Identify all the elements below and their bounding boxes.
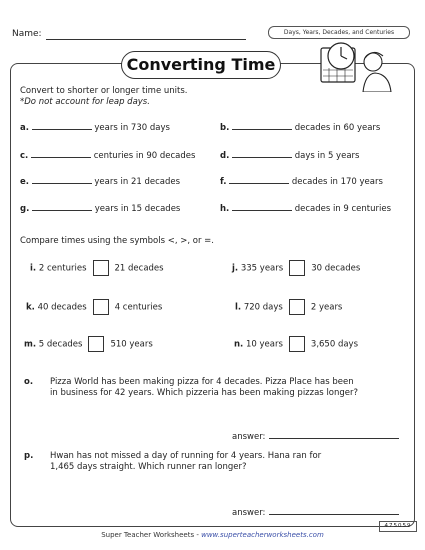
answer-blank[interactable]: [32, 121, 92, 130]
compare-right: 30 decades: [311, 263, 361, 274]
compare-symbol-box[interactable]: [289, 336, 305, 352]
answer-row-o: [232, 430, 399, 442]
convert-item-b: [220, 121, 380, 133]
item-text: centuries in 90 decades: [93, 151, 196, 161]
item-label: h.: [220, 204, 230, 214]
part1-instruction: Convert to shorter or longer time units.: [20, 86, 188, 96]
topic-tag: Days, Years, Decades, and Centuries: [268, 26, 410, 39]
item-text: decades in 170 years: [291, 177, 383, 187]
footer-brand: Super Teacher Worksheets: [101, 531, 195, 539]
item-text: decades in 9 centuries: [294, 204, 392, 214]
calendar-clock-illustration: [315, 40, 410, 92]
answer-row-p: [232, 506, 399, 518]
footer-separator: -: [194, 531, 202, 539]
convert-item-f: [220, 175, 383, 187]
item-label: k.: [26, 302, 35, 313]
convert-item-g: [20, 202, 180, 214]
item-label: f.: [220, 177, 227, 187]
item-label: a.: [20, 123, 29, 133]
item-text: years in 15 decades: [94, 204, 181, 214]
answer-line[interactable]: [269, 430, 399, 439]
convert-item-c: [20, 149, 195, 161]
problem-label-p: p.: [24, 451, 34, 461]
problem-line: Pizza World has been making pizza for 4 decades. Pizza Place has been: [50, 377, 354, 387]
problem-text-o: [50, 377, 358, 399]
compare-symbol-box[interactable]: [93, 260, 109, 276]
answer-blank[interactable]: [31, 149, 91, 158]
compare-symbol-box[interactable]: [289, 299, 305, 315]
item-label: n.: [234, 339, 244, 350]
compare-symbol-box[interactable]: [93, 299, 109, 315]
item-label: g.: [20, 204, 30, 214]
compare-right: 510 years: [110, 339, 153, 350]
compare-item-k: [26, 299, 162, 316]
compare-left: 10 years: [245, 339, 283, 350]
answer-blank[interactable]: [32, 202, 92, 211]
compare-item-l: [235, 299, 342, 316]
item-text: decades in 60 years: [294, 123, 381, 133]
answer-blank[interactable]: [32, 175, 92, 184]
item-label: d.: [220, 151, 230, 161]
item-label: l.: [235, 302, 242, 313]
compare-right: 3,650 days: [310, 339, 359, 350]
answer-blank[interactable]: [229, 175, 289, 184]
item-label: e.: [20, 177, 29, 187]
item-label: j.: [232, 263, 239, 274]
compare-left: 5 decades: [38, 339, 83, 350]
compare-right: 4 centuries: [114, 302, 163, 313]
convert-item-h: [220, 202, 391, 214]
compare-left: 720 days: [243, 302, 283, 313]
page-title: Converting Time: [121, 51, 281, 79]
problem-line: Hwan has not missed a day of running for 4 years. Hana ran for: [50, 451, 322, 461]
part2-instruction: Compare times using the symbols <, >, or =.: [20, 236, 215, 246]
compare-item-n: [234, 336, 358, 353]
compare-left: 40 decades: [37, 302, 87, 313]
convert-item-a: [20, 121, 170, 133]
compare-left: 2 centuries: [38, 263, 87, 274]
compare-left: 335 years: [240, 263, 284, 274]
answer-label: answer:: [232, 508, 266, 518]
footer-url[interactable]: www.superteacherworksheets.com: [201, 531, 324, 539]
item-label: b.: [220, 123, 230, 133]
compare-symbol-box[interactable]: [88, 336, 104, 352]
name-label: Name:: [12, 29, 42, 39]
compare-right: 21 decades: [114, 263, 164, 274]
problem-line: in business for 42 years. Which pizzeria has been making pizzas longer?: [50, 388, 359, 398]
problem-label-o: o.: [24, 377, 34, 387]
compare-right: 2 years: [310, 302, 343, 313]
name-field[interactable]: [46, 39, 246, 40]
worksheet-code: 475059: [379, 521, 417, 532]
answer-blank[interactable]: [232, 149, 292, 158]
item-label: m.: [24, 339, 37, 350]
item-label: i.: [30, 263, 37, 274]
item-text: years in 21 decades: [94, 177, 181, 187]
answer-label: answer:: [232, 432, 266, 442]
compare-symbol-box[interactable]: [289, 260, 305, 276]
compare-item-m: [24, 336, 153, 353]
leap-day-note: *Do not account for leap days.: [20, 97, 150, 107]
convert-item-e: [20, 175, 180, 187]
item-label: c.: [20, 151, 29, 161]
compare-item-j: [232, 260, 360, 277]
problem-text-p: [50, 451, 321, 473]
convert-item-d: [220, 149, 359, 161]
answer-blank[interactable]: [232, 121, 292, 130]
answer-line[interactable]: [269, 506, 399, 515]
footer: [0, 531, 425, 539]
answer-blank[interactable]: [232, 202, 292, 211]
item-text: years in 730 days: [94, 123, 170, 133]
problem-line: 1,465 days straight. Which runner ran longer?: [50, 462, 247, 472]
item-text: days in 5 years: [294, 151, 360, 161]
compare-item-i: [30, 260, 164, 277]
